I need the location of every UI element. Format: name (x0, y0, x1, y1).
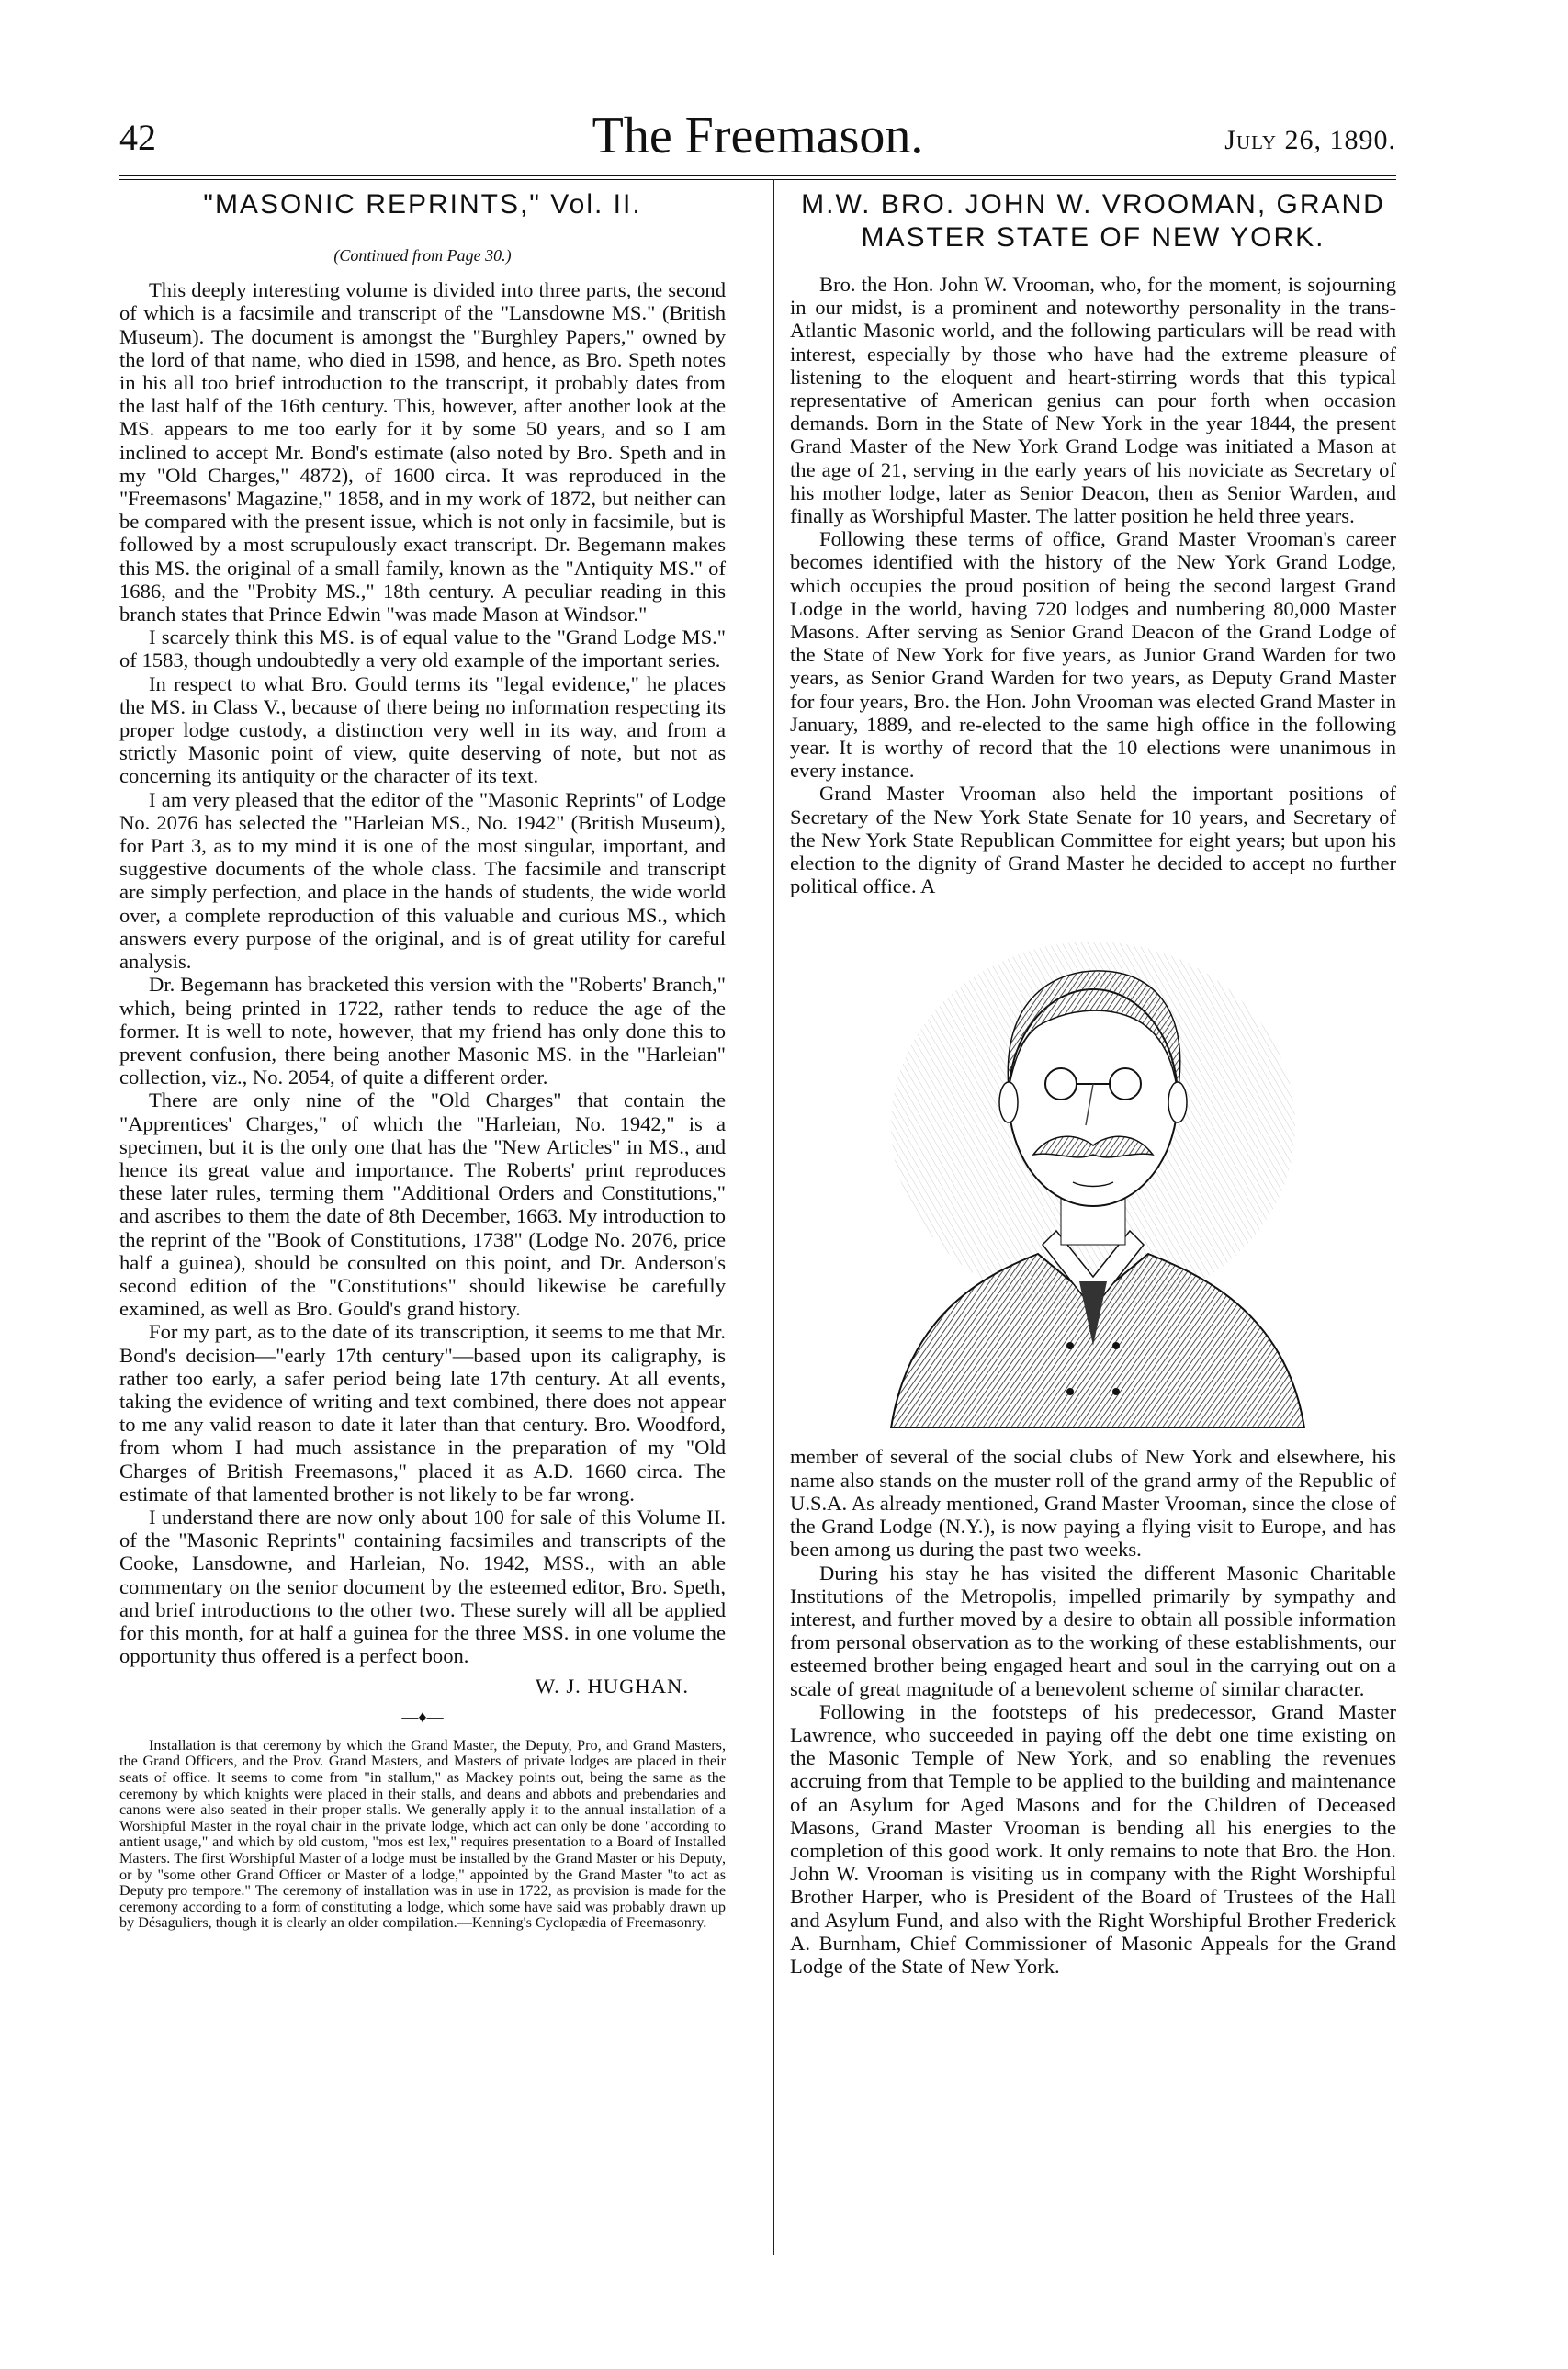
paragraph: This deeply interesting volume is divided into three parts, the second of which is a facsimile and transcript of the "Lansdowne MS." (British Museum). The document is amongst the "Burghley Papers," owned by the lord of that name, who died in 1598, and hence, as Bro. Speth notes in his all too brief introduction to the transcript, it probably dates from the last half of the 16th century. This, however, after another look at the MS. appears to me too early for it by some 50 years, and so I am inclined to accept Mr. Bond's estimate (also noted by Bro. Speth and in my "Old Charges," 4872), of 1600 circa. It was reproduced in the "Freemasons' Magazine," 1858, and in my work of 1872, but neither can be compared with the present issue, which is not only in facsimile, but is followed by a most scrupulously exact transcript. Dr. Begemann makes this MS. the original of a small family, known as the "Antiquity MS." of 1686, and the "Probity MS.," 18th century. A peculiar reading in this branch states that Prince Edwin "was made Mason at Windsor." (119, 278, 726, 626)
author-signature: W. J. HUGHAN. (535, 1675, 689, 1698)
page-header (119, 107, 1396, 176)
paragraph: Bro. the Hon. John W. Vrooman, who, for the moment, is sojourning in our midst, is a prominent and noteworthy personality in the trans-Atlantic Masonic world, and the following particulars will be read with interest, especially by those who have had the extreme pleasure of listening to the eloquent and heart-stirring words that this typical representative of American genius can pour forth when occasion demands. Born in the State of New York in the year 1844, the present Grand Master of the New York Grand Lodge was initiated a Mason at the age of 21, serving in the early years of his noviciate as Secretary of his mother lodge, later as Senior Deacon, then as Senior Warden, and finally as Worshipful Master. The latter position he held three years. (790, 273, 1396, 528)
footnote: Installation is that ceremony by which the Grand Master, the Deputy, Pro, and Grand Masters, the Grand Officers, and the Prov. Grand Masters, and Masters of private lodges are placed in their seats of office. It seems to come from "in stallum," as Mackey points out, being the same as the ceremony by which knights were placed in their stalls, and deans and abbots and prebendaries and canons were also seated in their proper stalls. We generally apply it to the annual installation of a Worshipful Master in the royal chair in the private lodge, which act can only be done "according to antient usage," and which by old custom, "mos est lex," requires presentation to a Board of Installed Masters. The first Worshipful Master of a lodge must be installed by the Grand Master or his Deputy, or by "some other Grand Officer or Master of a lodge," appointed by the Grand Master "to act as Deputy pro tempore." The ceremony of installation was in use in 1722, as provision is made for the ceremony according to a form of constituting a lodge, which some have said was probably drawn up by Désaguliers, though it is clearly an older compilation.—Kenning's Cyclopædia of Freemasonry. (119, 1736, 726, 1932)
ornament-divider: —♦— (401, 1707, 444, 1726)
paragraph: For my part, as to the date of its transcription, it seems to me that Mr. Bond's decision—"early 17th century"—based upon its caligraphy, is rather too early, a safer period being late 17th century. At all events, taking the evidence of writing and text combined, there does not appear to me any valid reason to date it later than that century. Bro. Woodford, from whom I had much assistance in the preparation of my "Old Charges of British Freemasons," placed it as A.D. 1660 circa. The estimate of that lamented brother is not likely to be far wrong. (119, 1320, 726, 1506)
left-column (119, 188, 726, 1932)
paragraph: There are only nine of the "Old Charges" that contain the "Apprentices' Charges," of which the "Harleian, No. 1942," is a specimen, but it is the only one that has the "New Articles" in MS., and hence its great value and importance. The Roberts' print reproduces these later rules, terming them "Additional Orders and Constitutions," and ascribes to them the date of 8th December, 1663. My introduction to the reprint of the "Book of Constitutions, 1738" (Lodge No. 2076, price half a guinea), should be consulted on this point, and Dr. Anderson's second edition of the "Constitutions" should likewise be carefully examined, as well as Bro. Gould's grand history. (119, 1089, 726, 1321)
page-number: 42 (119, 117, 156, 158)
paragraph: I understand there are now only about 100 for sale of this Volume II. of the "Masonic Reprints" containing facsimiles and transcripts of the Cooke, Lansdowne, and Harleian, No. 1942, MSS., with an able commentary on the senior document by the esteemed editor, Bro. Speth, and brief introductions to the other two. These surely will all be applied for this month, for at half a guinea for the three MSS. in one volume the opportunity thus offered is a perfect boon. (119, 1505, 726, 1668)
paragraph: Grand Master Vrooman also held the important positions of Secretary of the New York State Senate for 10 years, and Secretary of the New York State Republican Committee for eight years; but upon his election to the dignity of Grand Master he decided to accept no further political office. A (790, 782, 1396, 898)
header-rule-thick (119, 175, 1396, 176)
paragraph: member of several of the social clubs of New York and elsewhere, his name also stands on the muster roll of the grand army of the Republic of U.S.A. As already mentioned, Grand Master Vrooman, since the close of the Grand Lodge (N.Y.), is now paying a flying visit to Europe, and has been among us during the past two weeks. (790, 1445, 1396, 1562)
column-divider (773, 179, 774, 2255)
paragraph: Dr. Begemann has bracketed this version with the "Roberts' Branch," which, being printed in 1722, rather tends to reduce the age of the former. It is well to note, however, that my friend has only done this to prevent confusion, there being another Masonic MS. in the "Harleian" collection, viz., No. 2054, of quite a different order. (119, 973, 726, 1089)
paragraph: Following these terms of office, Grand Master Vrooman's career becomes identified with the history of the New York Grand Lodge, which occupies the proud position of being the second largest Grand Lodge in the world, having 720 lodges and numbering 80,000 Master Masons. After serving as Senior Grand Deacon of the Grand Lodge of the State of New York for five years, as Junior Grand Warden for two years, as Senior Grand Warden for two years, as Deputy Grand Master for four years, Bro. the Hon. John Vrooman was elected Grand Master in January, 1889, and re-elected to the same high office in the following year. It is worthy of record that the 10 elections were unanimous in every instance. (790, 527, 1396, 783)
paragraph: I scarcely think this MS. is of equal value to the "Grand Lodge MS." of 1583, though undoubtedly a very old example of the important series. (119, 626, 726, 672)
masthead-title: The Freemason. (592, 107, 924, 164)
continued-note: (Continued from Page 30.) (333, 246, 512, 265)
paragraph: In respect to what Bro. Gould terms its "legal evidence," he places the MS. in Class V., because of there being no information respecting its proper lodge custody, a distinction very well in its way, and from a strictly Masonic point of view, quite deserving of note, but not as concerning its antiquity or the character of its text. (119, 671, 726, 788)
right-column (790, 188, 1396, 1978)
article-headline: M.W. BRO. JOHN W. VROOMAN, GRAND MASTER STATE OF NEW YORK. (801, 189, 1385, 253)
spacer (790, 260, 1396, 273)
header-rule-thin (119, 179, 1396, 180)
paragraph: During his stay he has visited the different Masonic Charitable Institutions of the Metropolis, impelled primarily by sympathy and interest, and further moved by a desire to obtain all possible information from personal observation as to the working of these establishments, our esteemed brother being engaged heart and soul in the carrying out on a scale of great magnitude of a benevolent scheme of similar character. (790, 1561, 1396, 1700)
paragraph: Following in the footsteps of his predecessor, Grand Master Lawrence, who succeeded in paying off the debt one time existing on the Masonic Temple of New York, and so enabling the revenues accruing from that Temple to be applied to the building and maintenance of an Asylum for Aged Masons and for the Children of Deceased Masons, Grand Master Vrooman is bending all his energies to the completion of this good work. It only remains to note that Bro. the Hon. John W. Vrooman is visiting us in company with the Right Worshipful Brother Harper, who is President of the Board of Trustees of the Hall and Asylum Fund, and also with the Right Worshipful Brother Frederick A. Burnham, Chief Commissioner of Masonic Appeals for the Grand Lodge of the State of New York. (790, 1699, 1396, 1978)
article-headline: "MASONIC REPRINTS," Vol. II. (203, 189, 642, 220)
portrait-engraving-icon (854, 914, 1332, 1428)
paragraph: I am very pleased that the editor of the "Masonic Reprints" of Lodge No. 2076 has selected the "Harleian MS., No. 1942" (British Museum), for Part 3, as to my mind it is one of the most singular, important, and suggestive documents of the whole class. The facsimile and transcript are simply perfection, and place in the hands of students, the wide world over, a complete reproduction of this valuable and curious MS., which answers every purpose of the original, and is of great utility for careful analysis. (119, 787, 726, 974)
issue-date: July 26, 1890. (1224, 125, 1396, 155)
